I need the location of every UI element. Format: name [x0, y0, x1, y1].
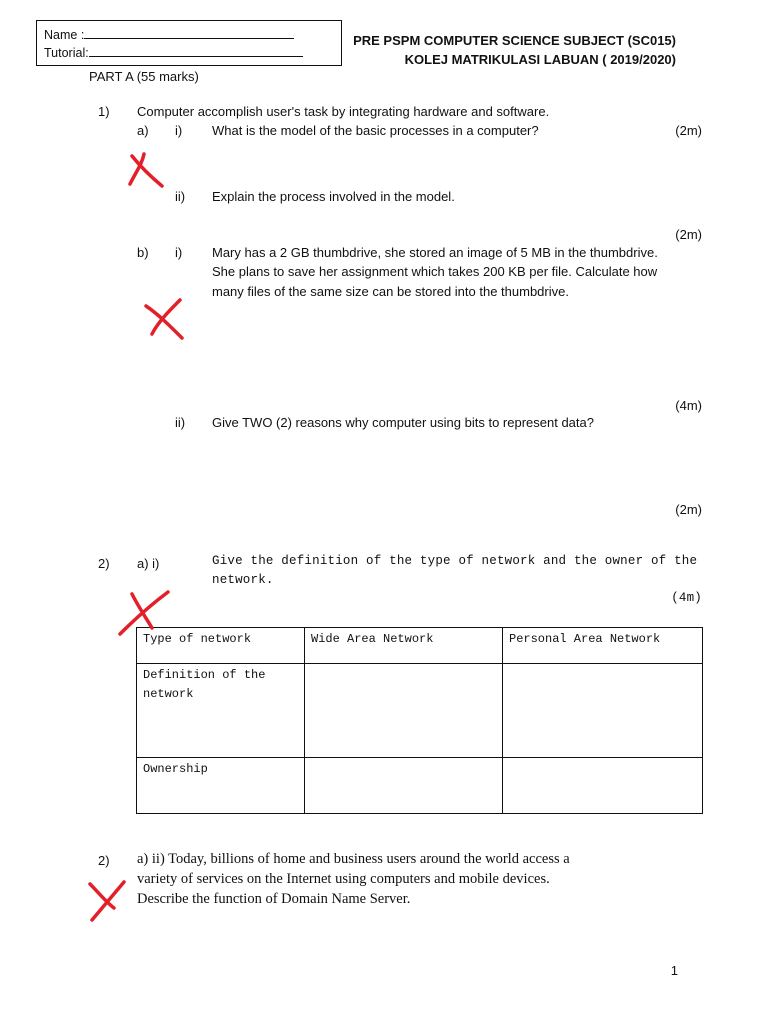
q1bi-line-1: Mary has a 2 GB thumbdrive, she stored an image of 5 MB in the thumbdrive. [212, 245, 658, 260]
tutorial-row [44, 44, 303, 61]
answer-cell-pan-definition[interactable] [503, 664, 703, 758]
q2b-line-1: a) ii) Today, billions of home and business users around the world access a [137, 851, 570, 867]
header-line-2: KOLEJ MATRIKULASI LABUAN ( 2019/2020) [404, 52, 676, 67]
q2a-label: a) i) [137, 556, 160, 571]
q2a-marks: (4m) [671, 591, 702, 605]
name-blank-line [84, 26, 294, 39]
definition-label-line-2: network [143, 687, 194, 701]
name-label: Name : [44, 28, 85, 42]
q1aii-text: Explain the process involved in the model. [212, 189, 455, 204]
q2a-line-1: Give the definition of the type of network and the owner of the [212, 554, 698, 568]
network-table [136, 627, 703, 814]
q1aii-marks: (2m) [675, 227, 702, 242]
q1bi-label: i) [175, 245, 183, 260]
red-cross-mark-icon [126, 150, 168, 192]
header-line-1: PRE PSPM COMPUTER SCIENCE SUBJECT (SC015) [353, 33, 676, 48]
q1ai-label: i) [175, 123, 183, 138]
red-cross-mark-icon [142, 296, 188, 342]
tutorial-blank-line [89, 44, 303, 57]
q1bi-line-2: She plans to save her assignment which takes 200 KB per file. Calculate how [212, 264, 658, 279]
q2a-line-2: network. [212, 573, 274, 587]
table-row-label [137, 758, 305, 814]
table-header-row [137, 628, 703, 664]
part-title: PART A (55 marks) [89, 69, 199, 84]
answer-cell-pan-ownership[interactable] [503, 758, 703, 814]
q1b-label: b) [137, 245, 149, 260]
name-tutorial-box [36, 20, 342, 66]
table-header-pan: Personal Area Network [503, 628, 703, 664]
name-row [44, 26, 294, 43]
q1ai-marks: (2m) [675, 123, 702, 138]
q1ai-text: What is the model of the basic processes in a computer? [212, 123, 539, 138]
q1bi-marks: (4m) [675, 398, 702, 413]
q2b-line-2: variety of services on the Internet using computers and mobile devices. [137, 871, 550, 887]
table-header-wan: Wide Area Network [305, 628, 503, 664]
table-header-type: Type of network [137, 628, 305, 664]
tutorial-label: Tutorial: [44, 46, 89, 60]
answer-cell-wan-ownership[interactable] [305, 758, 503, 814]
q1bii-marks: (2m) [675, 502, 702, 517]
q1aii-label: ii) [175, 189, 186, 204]
table-row-ownership [137, 758, 703, 814]
q1-number: 1) [98, 104, 110, 119]
q1bi-line-3: many files of the same size can be stored into the thumbdrive. [212, 284, 569, 299]
page-number: 1 [670, 963, 678, 978]
ownership-label: Ownership [143, 762, 208, 776]
answer-cell-wan-definition[interactable] [305, 664, 503, 758]
q2a-number: 2) [98, 556, 110, 571]
q1bii-label: ii) [175, 415, 186, 430]
table-row-definition [137, 664, 703, 758]
table-row-label [137, 664, 305, 758]
q1-stem: Computer accomplish user's task by integrating hardware and software. [137, 104, 550, 119]
red-cross-mark-icon [84, 878, 130, 924]
definition-label-line-1: Definition of the [143, 668, 266, 682]
red-cross-mark-icon [116, 588, 174, 638]
q1a-label: a) [137, 123, 149, 138]
q1bii-text: Give TWO (2) reasons why computer using bits to represent data? [212, 415, 594, 430]
q2b-number: 2) [98, 853, 110, 868]
q2b-line-3: Describe the function of Domain Name Server. [137, 891, 411, 907]
